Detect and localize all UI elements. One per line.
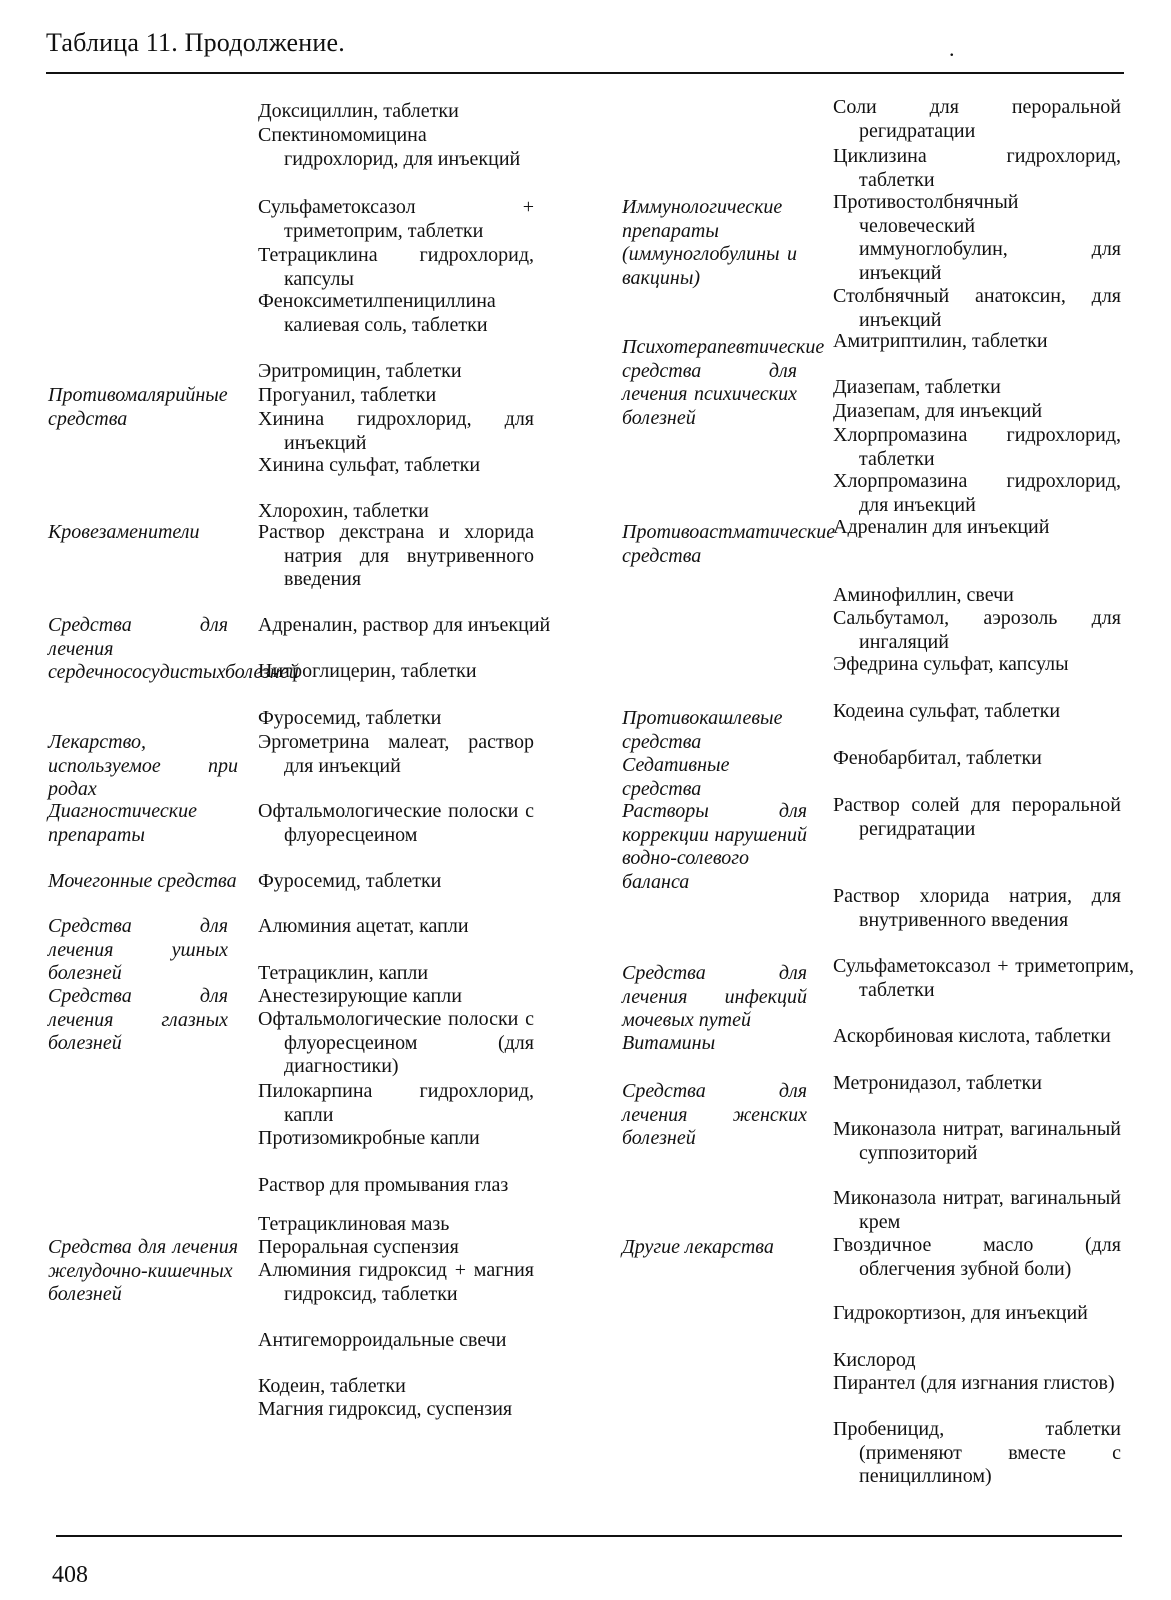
category-label: Средства для лечения женских болезней <box>622 1080 807 1149</box>
category-label: Седативные средства <box>622 754 730 800</box>
drug-item: Циклизина гидрохлорид, таблетки <box>833 145 1121 191</box>
drug-item: Фуросемид, таблетки <box>258 870 442 892</box>
category-label: Противомалярийные средства <box>48 384 228 430</box>
drug-item: Раствор хлорида натрия, для внутривенного введения <box>833 885 1121 931</box>
category-label: Средства для лечения инфекций мочевых путей <box>622 962 807 1031</box>
category-label: Средства для лечения ушных болезней <box>48 915 228 984</box>
drug-item: Раствор декстрана и хлорида натрия для внутривенного введения <box>258 521 534 590</box>
page-number: 408 <box>52 1562 88 1588</box>
drug-item: Протизомикробные капли <box>258 1127 480 1149</box>
page-title: Таблица 11. Продолжение. <box>46 28 345 57</box>
category-label: Растворы для коррекции нарушений водно-солевого баланса <box>622 800 807 893</box>
drug-item: Кодеин, таблетки <box>258 1375 406 1397</box>
drug-item: Нитроглицерин, таблетки <box>258 660 477 682</box>
drug-item: Сульфаметоксазол + триметоприм, таблетки <box>258 196 534 242</box>
drug-item: Феноксиметилпенициллина калиевая соль, таблетки <box>258 290 496 336</box>
drug-item: Пероральная суспензия <box>258 1236 459 1258</box>
category-label: Другие лекарства <box>622 1236 774 1258</box>
category-label: Психотерапевтические средства для лечения психических болезней <box>622 336 825 429</box>
drug-item: Тетрациклин, капли <box>258 962 429 984</box>
category-label: Противоастматические средства <box>622 521 836 567</box>
drug-item: Миконазола нитрат, вагинальный крем <box>833 1187 1121 1233</box>
category-label: Противокашлевые средства <box>622 707 783 753</box>
drug-item: Офтальмологические полоски с флуоресцеином <box>258 800 534 846</box>
category-label: Мочегонные средства <box>48 870 237 892</box>
category-label: Средства для лечения сердечнососудистыхболезней <box>48 614 299 683</box>
drug-item: Алюминия ацетат, капли <box>258 915 469 937</box>
drug-item: Прогуанил, таблетки <box>258 384 437 406</box>
top-rule <box>46 72 1124 74</box>
drug-item: Раствор для промывания глаз <box>258 1174 509 1196</box>
drug-item: Адреналин для инъекций <box>833 516 1050 538</box>
drug-item: Антигеморроидальные свечи <box>258 1329 507 1351</box>
drug-item: Хлорохин, таблетки <box>258 500 429 522</box>
drug-item: Хлорпромазина гидрохлорид, для инъекций <box>833 470 1121 516</box>
drug-item: Сальбутамол, аэрозоль для ингаляций <box>833 607 1121 653</box>
drug-item: Адреналин, раствор для инъекций <box>258 614 551 636</box>
category-label: Иммунологические препараты (иммуноглобулины и вакцины) <box>622 196 797 289</box>
bottom-rule <box>56 1535 1122 1537</box>
drug-item: Кислород <box>833 1349 916 1371</box>
drug-item: Столбнячный анатоксин, для инъекций <box>833 285 1121 331</box>
category-label: Средства для лечения глазных болезней <box>48 985 228 1054</box>
drug-item: Аскорбиновая кислота, таблетки <box>833 1025 1111 1047</box>
category-label: Диагностические препараты <box>48 800 198 846</box>
drug-item: Пилокарпина гидрохлорид, капли <box>258 1080 534 1126</box>
drug-item: Метронидазол, таблетки <box>833 1072 1042 1094</box>
drug-item: Раствор солей для пероральной регидратации <box>833 794 1121 840</box>
drug-item: Аминофиллин, свечи <box>833 584 1014 606</box>
drug-item: Амитриптилин, таблетки <box>833 330 1048 352</box>
drug-item: Противостолбнячный человеческий иммуноглобулин, для инъекций <box>833 191 1121 284</box>
drug-item: Тетрациклина гидрохлорид, капсулы <box>258 244 534 290</box>
drug-item: Пирантел (для изгнания глистов) <box>833 1372 1115 1394</box>
drug-item: Диазепам, для инъекций <box>833 400 1043 422</box>
drug-item: Фенобарбитал, таблетки <box>833 747 1042 769</box>
drug-item: Доксициллин, таблетки <box>258 100 459 122</box>
drug-item: Хлорпромазина гидрохлорид, таблетки <box>833 424 1121 470</box>
category-label: Витамины <box>622 1032 716 1054</box>
drug-item: Анестезирующие капли <box>258 985 462 1007</box>
drug-item: Фуросемид, таблетки <box>258 707 442 729</box>
drug-item: Сульфаметоксазол + триметоприм, таблетки <box>833 955 1134 1001</box>
drug-item: Кодеина сульфат, таблетки <box>833 700 1061 722</box>
header-dot: . <box>949 36 955 61</box>
drug-item: Пробеницид, таблетки (применяют вместе с пенициллином) <box>833 1418 1121 1487</box>
drug-item: Соли для пероральной регидратации <box>833 96 1121 142</box>
drug-item: Диазепам, таблетки <box>833 376 1001 398</box>
drug-item: Хинина гидрохлорид, для инъекций <box>258 408 534 454</box>
drug-item: Гвоздичное масло (для облегчения зубной боли) <box>833 1234 1121 1280</box>
drug-item: Офтальмологические полоски с флуоресцеином (для диагностики) <box>258 1008 534 1077</box>
category-label: Кровезаменители <box>48 521 200 543</box>
category-label: Средства для лечения желудочно-кишечных болезней <box>48 1236 238 1305</box>
drug-item: Эритромицин, таблетки <box>258 360 462 382</box>
drug-item: Алюминия гидроксид + магния гидроксид, таблетки <box>258 1259 534 1305</box>
drug-item: Эфедрина сульфат, капсулы <box>833 653 1069 675</box>
drug-item: Миконазола нитрат, вагинальный суппозиторий <box>833 1118 1121 1164</box>
drug-item: Тетрациклиновая мазь <box>258 1213 450 1235</box>
drug-item: Хинина сульфат, таблетки <box>258 454 481 476</box>
drug-item: Эргометрина малеат, раствор для инъекций <box>258 731 534 777</box>
category-label: Лекарство, используемое при родах <box>48 731 238 800</box>
drug-item: Гидрокортизон, для инъекций <box>833 1302 1088 1324</box>
drug-item: Спектиномомицина гидрохлорид, для инъекций <box>258 124 521 170</box>
drug-item: Магния гидроксид, суспензия <box>258 1398 513 1420</box>
